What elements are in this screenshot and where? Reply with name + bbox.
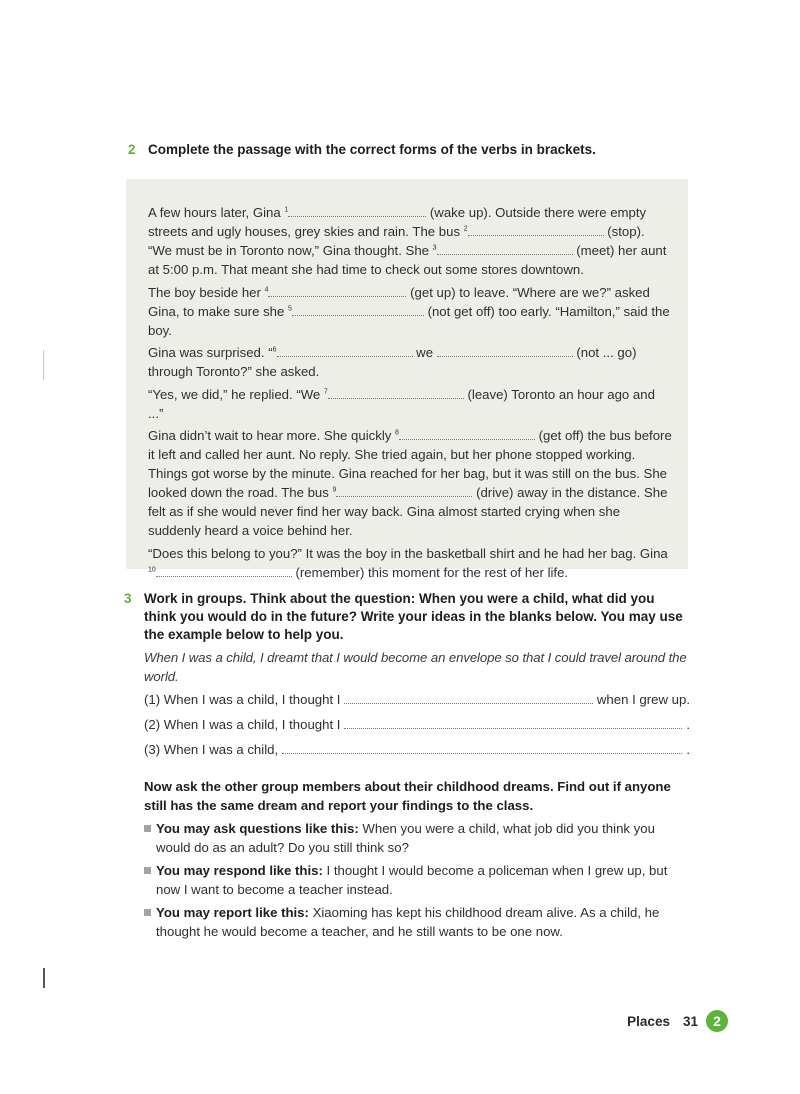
passage-paragraph-3: Gina was surprised. “$^6$ we (not ... go) through Toronto?” she asked. — [148, 345, 637, 379]
answer-line-3 — [144, 740, 690, 759]
example-sentence: When I was a child, I dreamt that I would become an envelope so that I could travel around the world. — [144, 650, 687, 684]
bullet-respond: You may respond like this: I thought I would become a policeman when I grew up, but now I want to become a teacher instead. — [144, 861, 690, 899]
exercise-2-number: 2 — [128, 142, 136, 157]
passage-box — [126, 179, 688, 580]
blank-6b[interactable] — [437, 344, 573, 357]
blank-number-7: 7 — [323, 388, 328, 396]
passage-paragraph-5: Gina didn’t wait to hear more. She quickly $^8$ (get off) the bus before it left and called her aunt. No reply. She tried again, but her phone stopped working. Things got worse by the minute. Gina reached for her bag, but it was still on the bus. She looked down the road. The bus $^9$ (drive) away in the distance. She felt as if she would never find her way back. Gina almost started crying when she suddenly heard a voice behind her. — [148, 428, 672, 538]
margin-rule — [43, 350, 44, 380]
blank-4[interactable] — [268, 284, 406, 297]
answer-line-2 — [144, 715, 690, 734]
blank-number-2: 2 — [463, 225, 468, 233]
passage-paragraph-1: A few hours later, Gina $^1$ (wake up). Outside there were empty streets and ugly houses, grey skies and rain. The bus $^2$ (stop). “We must be in Toronto now,” Gina thought. She $^3$ (meet) her aunt at 5:00 p.m. That meant she had time to check out some stores downtown. — [148, 205, 667, 277]
answer-line-3-prompt: (3) When I was a child, — [144, 742, 279, 757]
answer-blank-3[interactable] — [282, 741, 682, 754]
margin-mark — [43, 968, 45, 988]
blank-10[interactable] — [156, 564, 292, 577]
answer-line-1-end: when I grew up. — [596, 692, 690, 707]
passage-paragraph-6: “Does this belong to you?” It was the boy in the basketball shirt and he had her bag. Gina $^{10}$ (remember) this moment for the rest of her life. — [148, 545, 668, 580]
blank-7[interactable] — [328, 386, 464, 399]
blank-number-3: 3 — [432, 244, 437, 252]
page-footer — [627, 1010, 728, 1032]
answer-blank-1[interactable] — [344, 691, 592, 704]
blank-number-6: 6 — [272, 346, 277, 354]
answer-line-3-end: . — [686, 742, 690, 757]
answer-line-1-prompt: (1) When I was a child, I thought I — [144, 692, 341, 707]
blank-6a[interactable] — [277, 344, 413, 357]
exercise-2-instruction: Complete the passage with the correct forms of the verbs in brackets. — [148, 142, 596, 157]
exercise-3-number: 3 — [124, 591, 132, 606]
section-title: Places — [627, 1013, 670, 1029]
bullet-report: You may report like this: Xiaoming has kept his childhood dream alive. As a child, he thought he would become a teacher, and he still wants to be one now. — [144, 903, 690, 941]
passage-paragraph-4: “Yes, we did,” he replied. “We $^7$ (leave) Toronto an hour ago and ...” — [148, 386, 655, 421]
answer-line-2-end: . — [686, 717, 690, 732]
blank-9[interactable] — [336, 484, 472, 497]
blank-3[interactable] — [437, 242, 573, 255]
bullet-ask: You may ask questions like this: When you were a child, what job did you think you would do as an adult? Do you still think so? — [144, 819, 690, 857]
blank-8[interactable] — [399, 427, 535, 440]
exercise-2-heading — [128, 141, 690, 159]
exercise-3-instruction: Work in groups. Think about the question: When you were a child, what did you think you would do in the future? Write your ideas in the blanks below. You may use the example below to help you. — [144, 591, 683, 642]
blank-number-10: 10 — [148, 566, 156, 574]
exercise-3-body — [144, 648, 690, 945]
blank-2[interactable] — [468, 223, 604, 236]
answer-line-1 — [144, 690, 690, 709]
blank-number-4: 4 — [264, 286, 269, 294]
blank-1[interactable] — [288, 204, 426, 217]
blank-number-9: 9 — [332, 486, 337, 494]
followup-instruction: Now ask the other group members about their childhood dreams. Find out if anyone still has the same dream and report your findings to the class. — [144, 779, 671, 813]
blank-number-8: 8 — [395, 429, 399, 437]
answer-blank-2[interactable] — [344, 716, 682, 729]
blank-number-5: 5 — [288, 305, 292, 313]
exercise-3-heading — [124, 590, 690, 644]
passage-paragraph-2: The boy beside her $^4$ (get up) to leave. “Where are we?” asked Gina, to make sure she $^5$ (not get off) too early. “Hamilton,” said the boy. — [148, 284, 670, 338]
blank-number-1: 1 — [284, 206, 289, 214]
blank-5[interactable] — [292, 303, 424, 316]
answer-line-2-prompt: (2) When I was a child, I thought I — [144, 717, 341, 732]
unit-badge: 2 — [706, 1010, 728, 1032]
passage — [148, 203, 672, 585]
page-number: 31 — [682, 1013, 698, 1029]
